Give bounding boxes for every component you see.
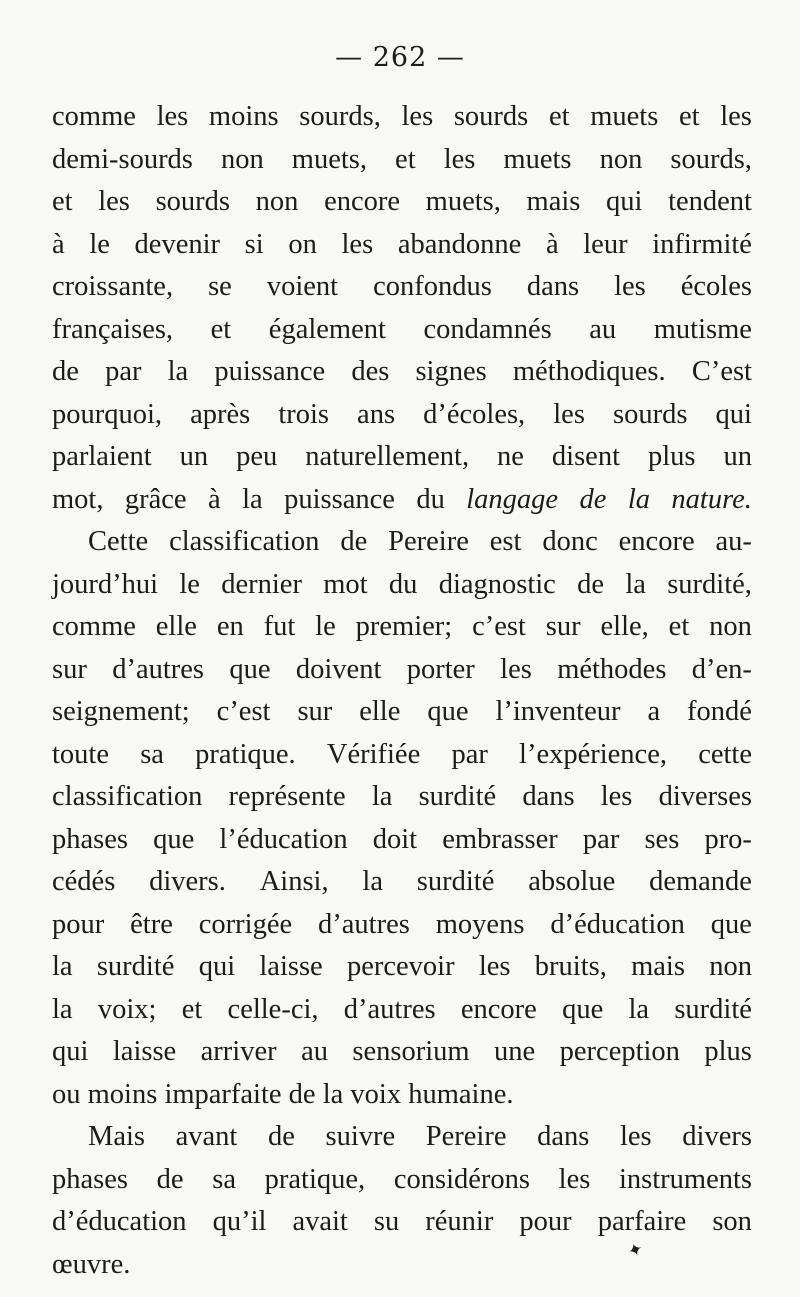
text-line: sur d’autres que doivent porter les méthodes d’en- — [52, 653, 752, 685]
text-line: cédés divers. Ainsi, la surdité absolue demande — [52, 866, 752, 897]
text-line: jourd’hui le dernier mot du diagnostic de la surdité, — [52, 568, 752, 600]
text-line: Cette classification de Pereire est donc encore au- — [88, 526, 752, 557]
text-line: phases de sa pratique, considérons les instruments — [52, 1163, 752, 1195]
text-line: comme les moins sourds, les sourds et muets et les — [52, 101, 752, 132]
text-line: Mais avant de suivre Pereire dans les divers — [88, 1121, 752, 1152]
text-line: pour être corrigée d’autres moyens d’éducation que — [52, 908, 752, 940]
text-line: toute sa pratique. Vérifiée par l’expérience, cette — [52, 738, 752, 770]
page-number: — 262 — — [335, 42, 465, 73]
text-line: demi-sourds non muets, et les muets non sourds, — [52, 143, 752, 175]
text-line: qui laisse arriver au sensorium une perception plus — [52, 1036, 752, 1067]
text-line: pourquoi, après trois ans d’écoles, les sourds qui — [52, 398, 752, 430]
text-line: d’éducation qu’il avait su réunir pour parfaire son — [52, 1206, 752, 1237]
text-line: phases que l’éducation doit embrasser par ses pro- — [52, 823, 752, 855]
text-line: et les sourds non encore muets, mais qui tendent — [52, 186, 752, 217]
text-line: classification représente la surdité dans les diverses — [52, 781, 752, 812]
ink-mark: ✦ — [624, 1238, 647, 1263]
text-line: ou moins imparfaite de la voix humaine. — [52, 1078, 514, 1110]
body-text — [52, 96, 752, 1286]
text-line: la surdité qui laisse percevoir les bruits, mais non — [52, 951, 752, 982]
text-line: parlaient un peu naturellement, ne disent plus un — [52, 441, 752, 472]
text-line: œuvre. — [52, 1248, 131, 1280]
text-line: la voix; et celle-ci, d’autres encore que la surdité — [52, 993, 752, 1025]
text-line: seignement; c’est sur elle que l’inventeur a fondé — [52, 696, 752, 727]
text-line: à le devenir si on les abandonne à leur infirmité — [52, 228, 752, 260]
text-line: croissante, se voient confondus dans les écoles — [52, 271, 752, 302]
text-line: mot, grâce à la puissance du langage de la nature. — [52, 483, 752, 515]
text-line: françaises, et également condamnés au mutisme — [52, 313, 752, 345]
text-line: comme elle en fut le premier; c’est sur elle, et non — [52, 611, 752, 642]
text-line: de par la puissance des signes méthodiques. C’est — [52, 356, 752, 387]
